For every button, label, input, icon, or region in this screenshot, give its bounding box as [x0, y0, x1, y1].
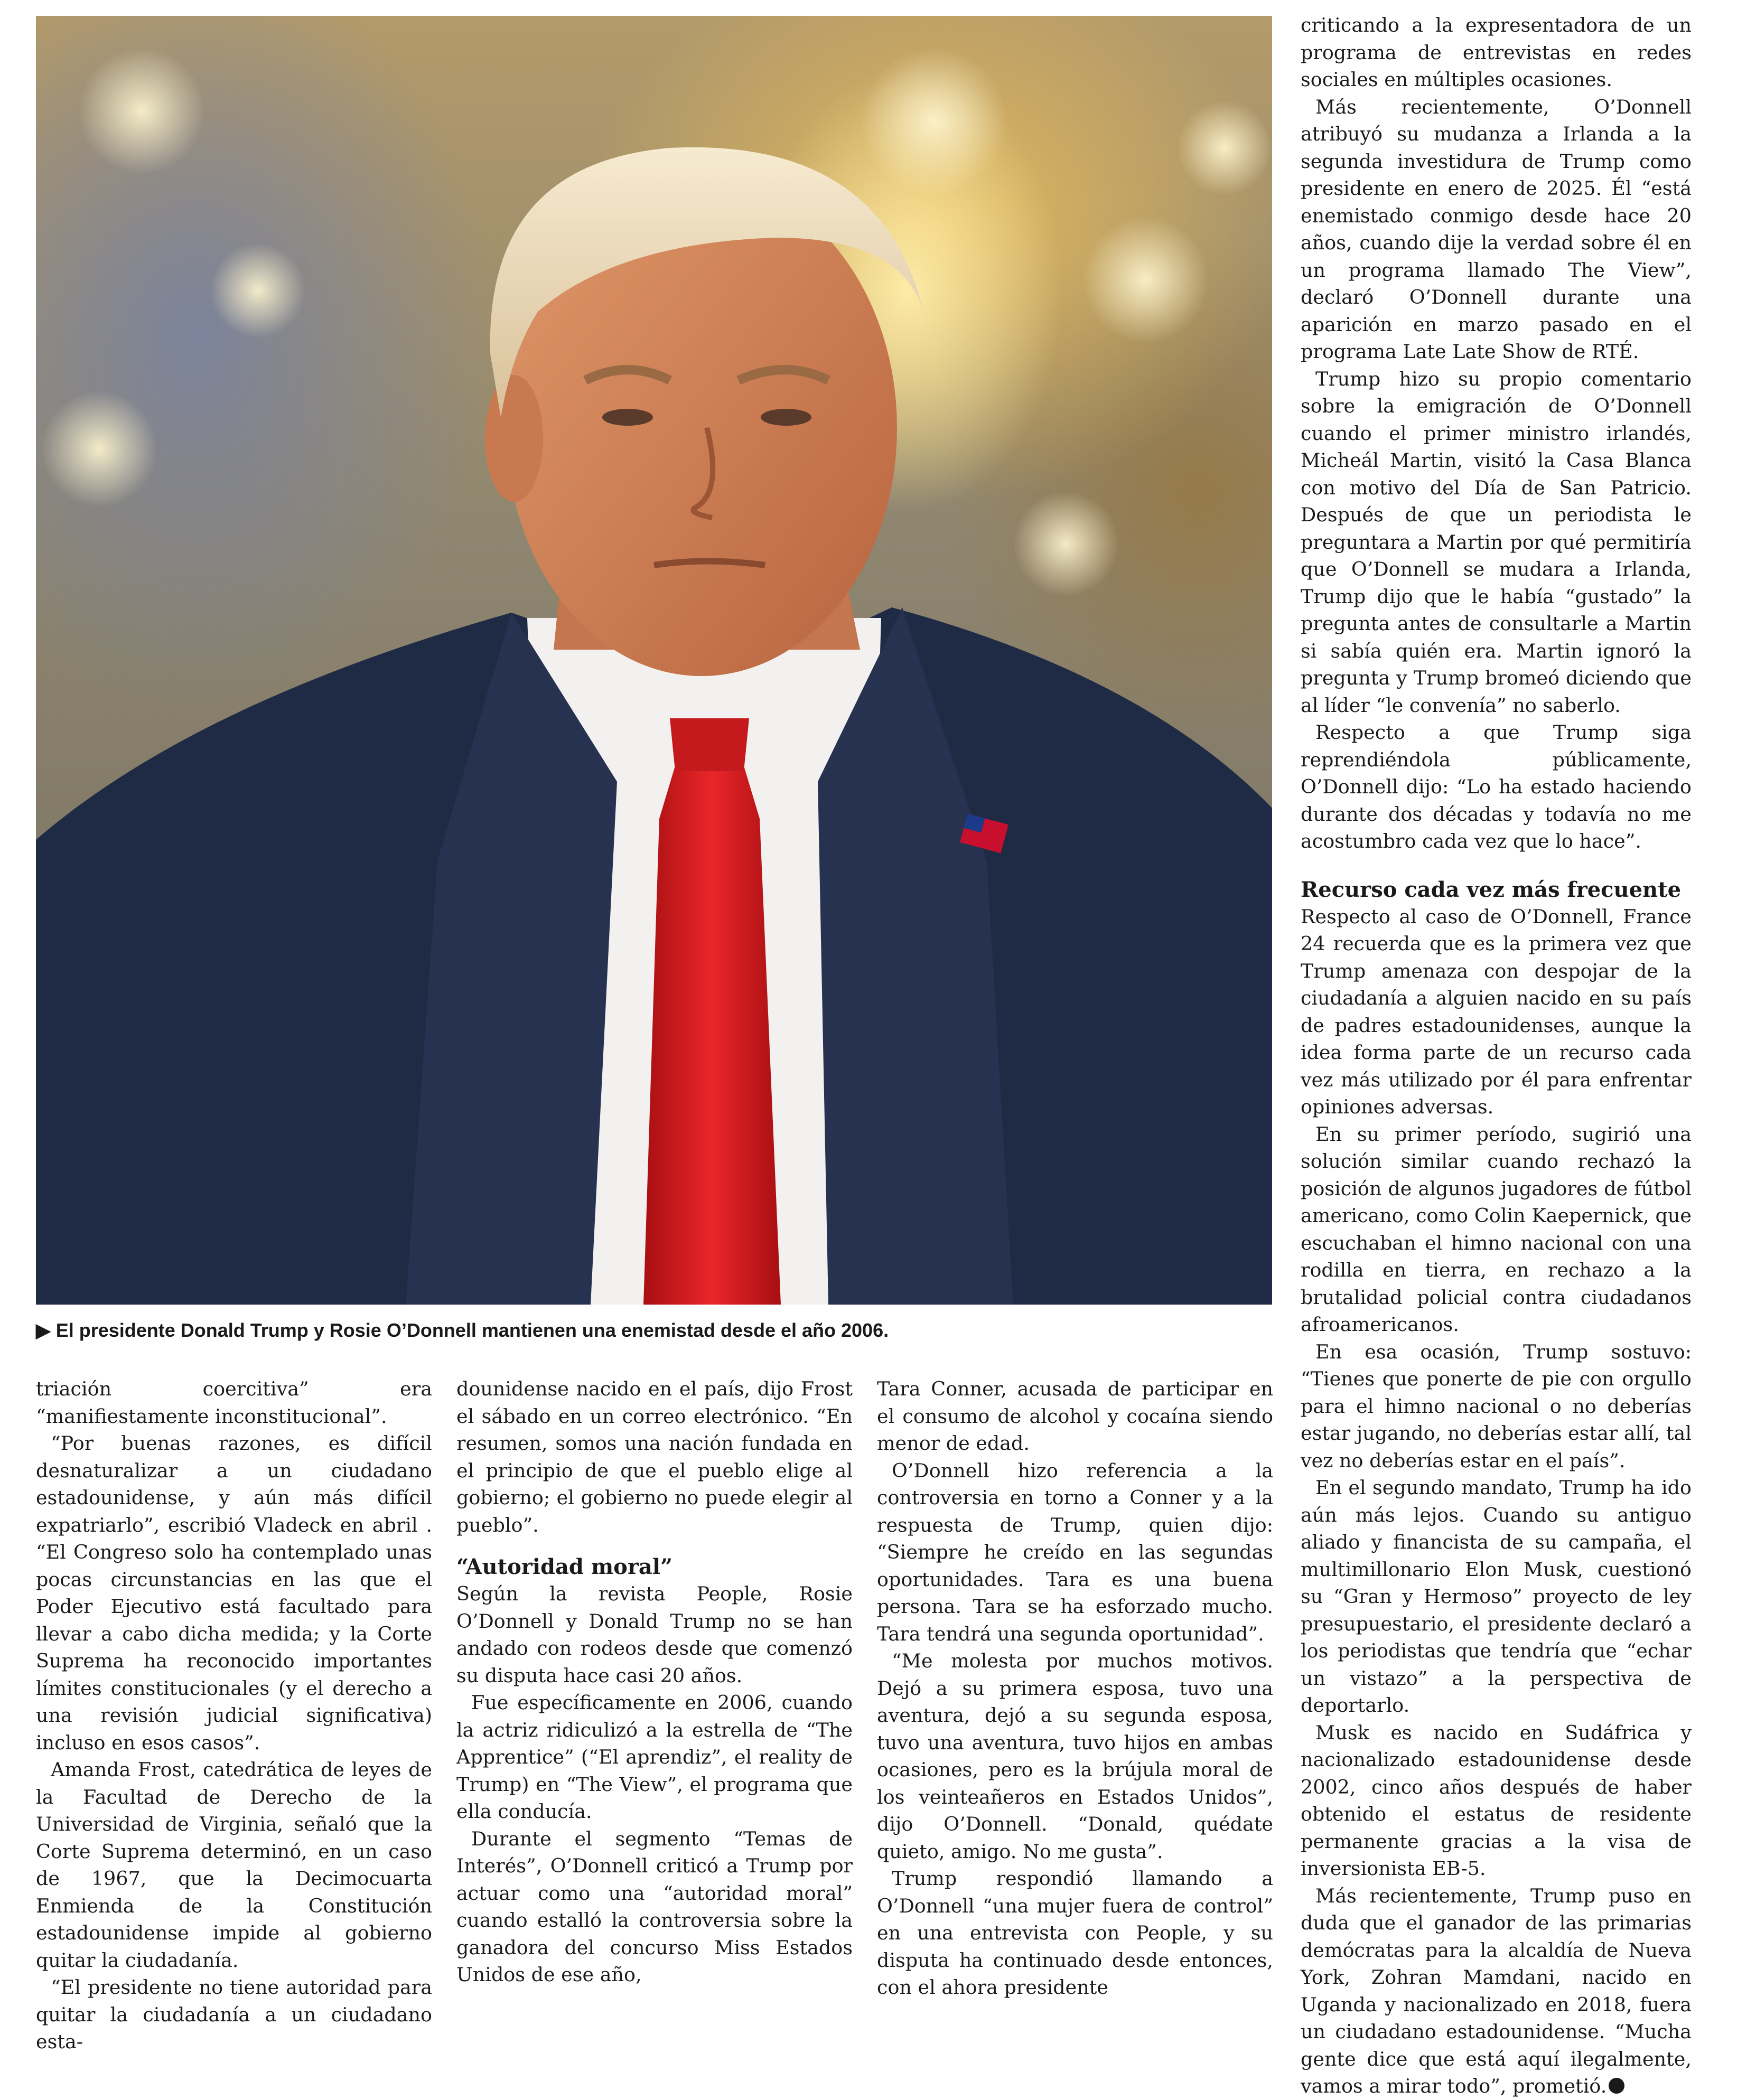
paragraph: criticando a la expresentadora de un programa de entrevistas en redes sociales en múltiples ocasiones. — [1301, 14, 1692, 91]
final-text: Más recientemente, Trump puso en duda que el ganador de las primarias demócratas para la alcaldía de Nueva York, Zohran Mamdani, nacido en Uganda y nacionalizado en 2018, fuera un ciudadano estadounidense. “Mucha gente dice que está aquí ilegalmente, vamos a mirar todo”, prometió. — [1301, 1884, 1692, 2097]
paragraph: “Por buenas razones, es difícil desnaturalizar a un ciudadano estadounidense, y aún más difícil expatriarlo”, escribió Vladeck en abril . “El Congreso solo ha contemplado unas pocas circunstancias en las que el Poder Ejecutivo está facultado para llevar a cabo dicha medida; y la Corte Suprema ha reconocido importantes límites constitucionales (y el derecho a una revisión judicial significativa) incluso en esos casos”. — [36, 1432, 432, 1754]
paragraph: En su primer período, sugirió una solución similar cuando rechazó la posición de algunos jugadores de fútbol americano, como Colin Kaepernick, que escuchaban el himno nacional con una rodilla en tierra, en rechazo a la brutalidad policial contra ciudadanos afroamericanos. — [1301, 1122, 1692, 1336]
caption-arrow-icon: ▶ — [36, 1319, 51, 1341]
paragraph: Respecto al caso de O’Donnell, France 24 recuerda que es la primera vez que Trump amenaza con despojar de la ciudadanía a alguien nacido en su país de padres estadounidenses, aunque la idea forma parte de un recurso cada vez más utilizado por él para enfrentar opiniones adversas. — [1301, 905, 1692, 1118]
subheading-recurso: Recurso cada vez más frecuente — [1301, 877, 1682, 902]
paragraph: dounidense nacido en el país, dijo Frost el sábado en un correo electrónico. “En resumen, somos una nación fundada en el principio de que el pueblo elige al gobierno; el gobierno no puede elegir al pueblo”. — [456, 1377, 853, 1536]
paragraph: “Me molesta por muchos motivos. Dejó a su primera esposa, tuvo una aventura, dejó a su segunda esposa, tuvo una aventura, tuvo hijos en ambas ocasiones, pero es la brújula moral de los veinteañeros en Estados Unidos”, dijo O’Donnell. “Donald, quédate quieto, amigo. No me gusta”. — [877, 1649, 1273, 1863]
portrait-illustration — [36, 16, 1272, 1305]
paragraph: O’Donnell hizo referencia a la controversia en torno a Conner y a la respuesta de Trump, quien dijo: “Siempre he creído en las segundas oportunidades. Tara es una buena persona. Tara se ha esforzado mucho. Tara tendrá una segunda oportunidad”. — [877, 1459, 1273, 1645]
article-column-3 — [877, 1375, 1273, 2001]
paragraph: Trump respondió llamando a O’Donnell “una mujer fuera de control” en una entrevista con People, y su disputa ha continuado desde entonces, con el ahora presidente — [877, 1867, 1273, 1999]
paragraph: Tara Conner, acusada de participar en el consumo de alcohol y cocaína siendo menor de edad. — [877, 1377, 1273, 1455]
caption-text: El presidente Donald Trump y Rosie O’Donnell mantienen una enemistad desde el año 2006. — [55, 1319, 889, 1341]
paragraph-final — [1301, 1882, 1692, 2100]
article-column-4 — [1301, 12, 1692, 2100]
article-column-2 — [456, 1375, 853, 1989]
paragraph: Fue específicamente en 2006, cuando la actriz ridiculizó a la estrella de “The Apprentice” (“El aprendiz”, el reality de Trump) en “The View”, el programa que ella conducía. — [456, 1691, 853, 1823]
paragraph: Según la revista People, Rosie O’Donnell y Donald Trump no se han andado con rodeos desde que comenzó su disputa hace casi 20 años. — [456, 1582, 853, 1687]
end-mark-icon — [1609, 2078, 1624, 2094]
paragraph: Más recientemente, O’Donnell atribuyó su mudanza a Irlanda a la segunda investidura de Trump como presidente en enero de 2025. Él “está enemistado conmigo desde hace 20 años, cuando dije la verdad sobre él en un programa llamado The View”, declaró O’Donnell durante una aparición en marzo pasado en el programa Late Late Show de RTÉ. — [1301, 95, 1692, 363]
paragraph: Respecto a que Trump siga reprendiéndola públicamente, O’Donnell dijo: “Lo ha estado haciendo durante dos décadas y todavía no me acostumbro cada vez que lo hace”. — [1301, 721, 1692, 852]
paragraph: En el segundo mandato, Trump ha ido aún más lejos. Cuando su antiguo aliado y financista de su campaña, el multimillonario Elon Musk, cuestionó su “Gran y Hermoso” proyecto de ley presupuestario, el presidente declaró a los periodistas que tendría que “echar un vistazo” a la perspectiva de deportarlo. — [1301, 1476, 1692, 1717]
paragraph: Amanda Frost, catedrática de leyes de la Facultad de Derecho de la Universidad de Virginia, señaló que la Corte Suprema determinó, en un caso de 1967, que la Decimocuarta Enmienda de la Constitución estadounidense impide al gobierno quitar la ciudadanía. — [36, 1758, 432, 1972]
article-column-1 — [36, 1375, 432, 2056]
paragraph: Musk es nacido en Sudáfrica y nacionalizado estadounidense desde 2002, cinco años después de haber obtenido el estatus de residente permanente gracias a la visa de inversionista EB-5. — [1301, 1721, 1692, 1880]
main-photo — [36, 16, 1272, 1305]
paragraph: “El presidente no tiene autoridad para quitar la ciudadanía a un ciudadano esta- — [36, 1976, 432, 2053]
paragraph: En esa ocasión, Trump sostuvo: “Tienes que ponerte de pie con orgullo para el himno nacional o no deberías estar jugando, no deberías estar allí, tal vez no deberías estar en el país”. — [1301, 1340, 1692, 1472]
photo-caption — [36, 1319, 1272, 1342]
paragraph: triación coercitiva” era “manifiestamente inconstitucional”. — [36, 1377, 432, 1428]
paragraph: Durante el segmento “Temas de Interés”, O’Donnell criticó a Trump por actuar como una “autoridad moral” cuando estalló la controversia sobre la ganadora del concurso Miss Estados Unidos de ese año, — [456, 1827, 853, 1986]
paragraph: Trump hizo su propio comentario sobre la emigración de O’Donnell cuando el primer ministro irlandés, Micheál Martin, visitó la Casa Blanca con motivo del Día de San Patricio. Después de que un periodista le preguntara a Martin por qué permitiría que O’Donnell se mudara a Irlanda, Trump dijo que le había “gustado” la pregunta antes de consultarle a Martin si sabía quién era. Martin ignoró la pregunta y Trump bromeó diciendo que al líder “le convenía” no saberlo. — [1301, 367, 1692, 717]
subheading-autoridad-moral: “Autoridad moral” — [456, 1554, 673, 1579]
